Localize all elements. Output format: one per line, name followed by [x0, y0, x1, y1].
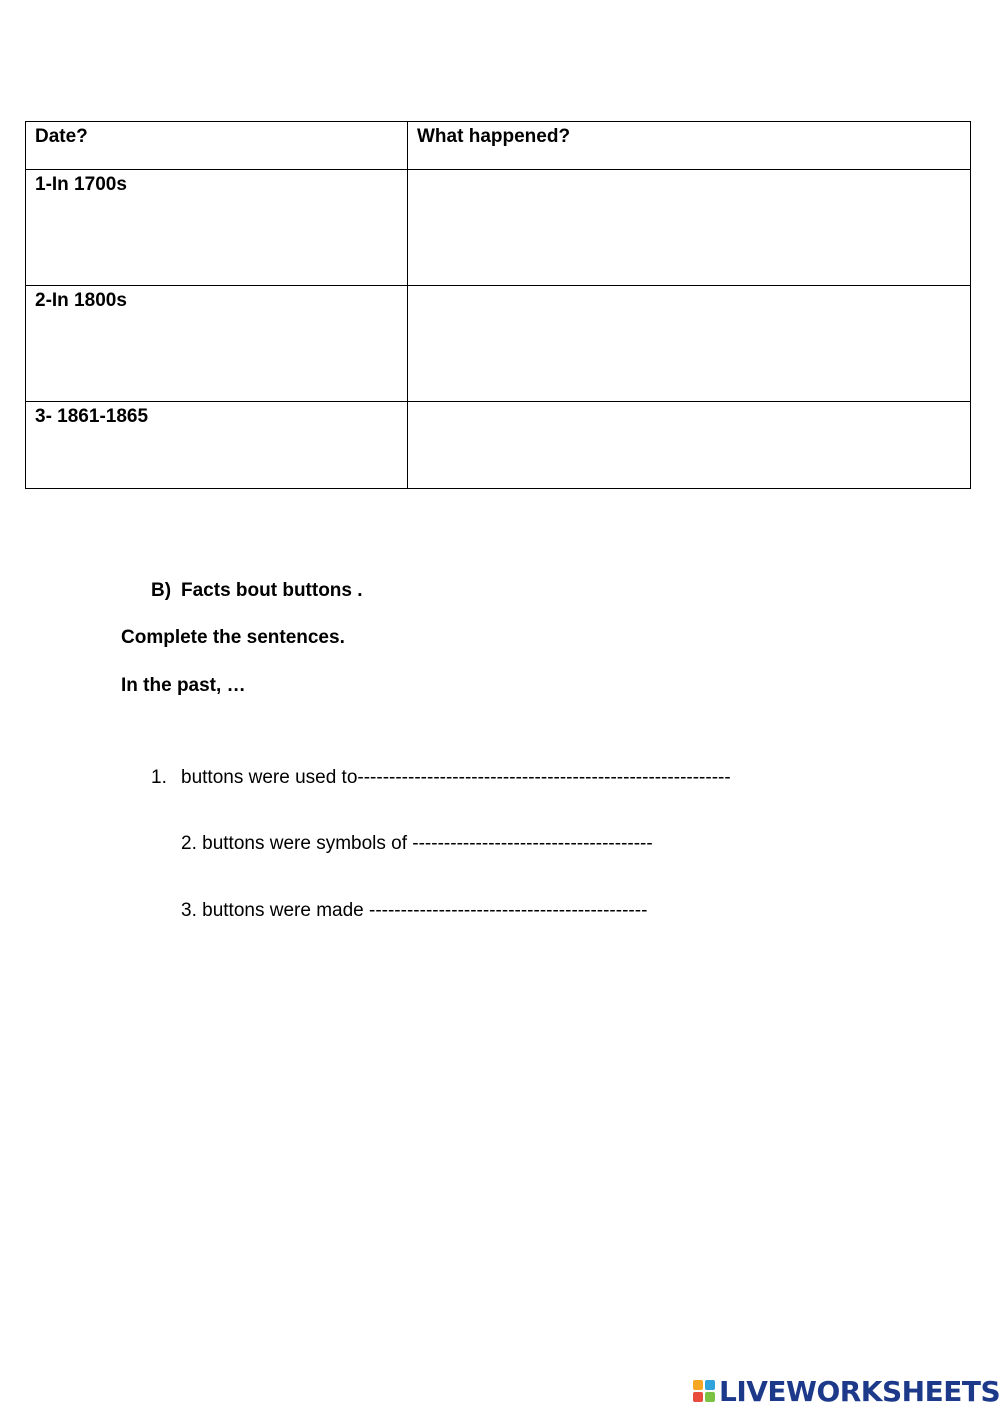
row-date: 3- 1861-1865 — [26, 402, 408, 489]
row-event-answer-cell[interactable] — [408, 170, 971, 286]
header-date: Date? — [26, 122, 408, 170]
section-b-label: B) — [151, 580, 172, 601]
row-event-answer-cell[interactable] — [408, 286, 971, 402]
timeline-table — [25, 121, 971, 489]
table-row — [26, 402, 971, 489]
logo-text: LIVEWORKSHEETS — [719, 1374, 1000, 1408]
sentence-text: buttons were used to----------------------------------------------------------- — [181, 767, 731, 788]
liveworksheets-grid-icon — [693, 1380, 715, 1402]
table-row — [26, 170, 971, 286]
section-b-title: Facts bout buttons . — [181, 580, 363, 601]
instruction-text: Complete the sentences. — [121, 627, 345, 648]
sentence-item-1[interactable] — [151, 767, 731, 789]
table-header-row — [26, 122, 971, 170]
header-what-happened: What happened? — [408, 122, 971, 170]
table-row — [26, 286, 971, 402]
sentence-number: 1. — [151, 767, 167, 788]
liveworksheets-logo — [693, 1374, 1000, 1408]
lead-text: In the past, … — [121, 675, 246, 696]
section-b-heading — [151, 580, 363, 602]
sentence-item-2[interactable] — [181, 833, 653, 855]
row-event-answer-cell[interactable] — [408, 402, 971, 489]
sentence-text: 3. buttons were made -------------------------------------------- — [181, 900, 648, 921]
row-date: 2-In 1800s — [26, 286, 408, 402]
row-date: 1-In 1700s — [26, 170, 408, 286]
sentence-text: 2. buttons were symbols of -------------------------------------- — [181, 833, 653, 854]
sentence-item-3[interactable] — [181, 900, 647, 922]
